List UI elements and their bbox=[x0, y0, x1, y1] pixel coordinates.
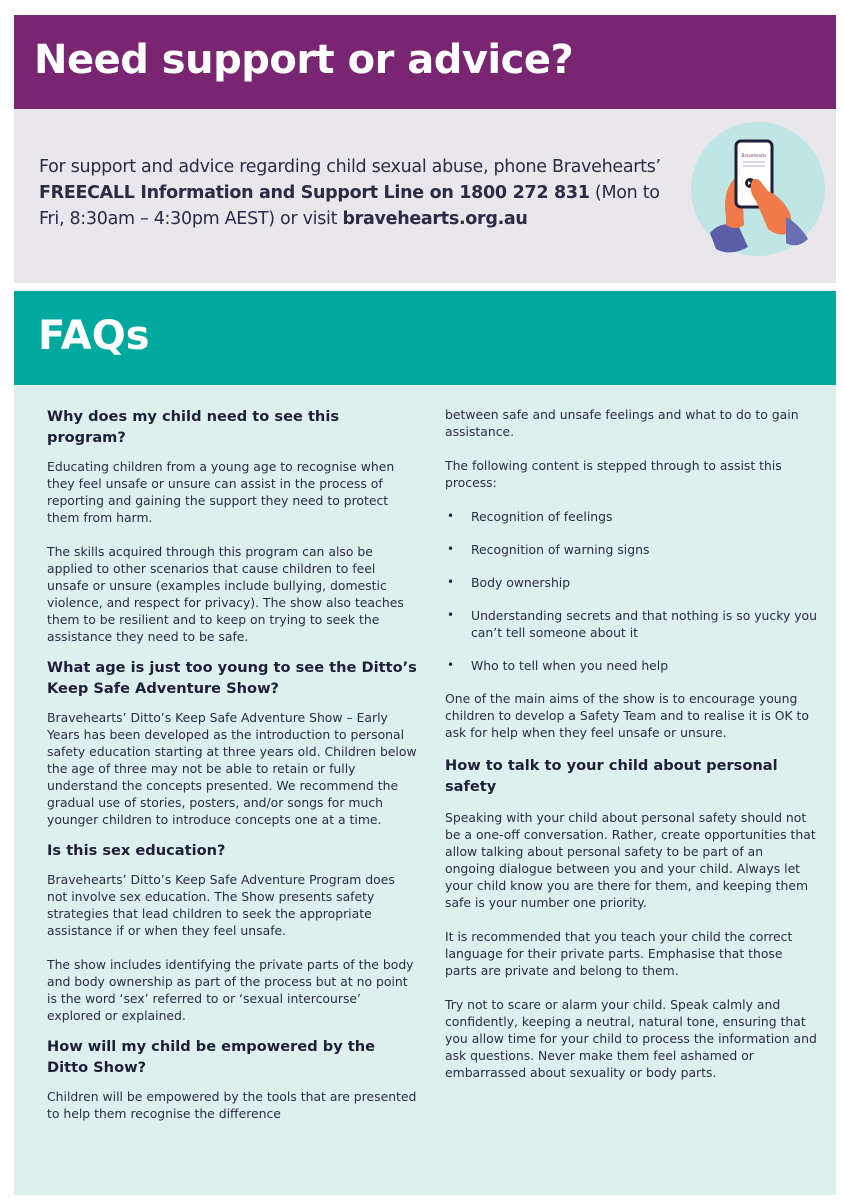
faq-question: How to talk to your child about personal safety bbox=[445, 757, 778, 795]
faq-paragraph: Bravehearts’ Ditto’s Keep Safe Adventure Show – Early Years has been developed as the introduction to personal safety education starting at three years old. Children below the age of three may not be able to retain or fully understand the concepts presented. We recommend the gradual use of stories, posters, and/or songs for much younger children to introduce concepts one at a time. bbox=[47, 710, 417, 827]
faq-question: How will my child be empowered by the Ditto Show? bbox=[47, 1038, 376, 1076]
faq-question: Why does my child need to see this program? bbox=[47, 408, 340, 446]
list-item: • Body ownership bbox=[445, 574, 817, 591]
faq-paragraph: The following content is stepped through to assist this process: bbox=[445, 458, 782, 490]
support-text bbox=[39, 154, 689, 232]
phone-screen-text: Bravehearts bbox=[741, 153, 767, 158]
faq-paragraph: Speaking with your child about personal safety should not be a one-off conversation. Rather, create opportunities that allow talking about personal safety to be part of an ongoing dialogue between you and your child. Always let your child know you are there for them, and keeping them safe is your number one priority. bbox=[445, 810, 816, 910]
faq-question: What age is just too young to see the Ditto’s Keep Safe Adventure Show? bbox=[47, 659, 417, 697]
support-phone-line: FREECALL Information and Support Line on 1800 272 831 bbox=[39, 183, 590, 203]
faq-paragraph: The skills acquired through this program can also be applied to other scenarios that cause children to feel unsafe or unsure (examples include bullying, domestic violence, and respect for privacy). The show also teaches them to be resilient and to keep on trying to seek the assistance they need to be safe. bbox=[47, 544, 404, 644]
faq-paragraph: One of the main aims of the show is to encourage young children to develop a Safety Team and to realise it is OK to ask for help when they feel unsafe or unsure. bbox=[445, 691, 809, 740]
list-item: • Recognition of warning signs bbox=[445, 541, 817, 558]
topics-list bbox=[445, 508, 817, 674]
support-banner bbox=[14, 15, 836, 109]
faq-banner bbox=[14, 291, 836, 385]
faq-paragraph: between safe and unsafe feelings and what to do to gain assistance. bbox=[445, 407, 799, 439]
list-item: • Understanding secrets and that nothing is so yucky you can’t tell someone about it bbox=[445, 607, 817, 641]
support-text-part-1: For support and advice regarding child sexual abuse, phone Bravehearts’ bbox=[39, 157, 661, 177]
faq-paragraph: It is recommended that you teach your child the correct language for their private parts. Emphasise that those parts are private and belong to them. bbox=[445, 929, 793, 978]
faq-question: Is this sex education? bbox=[47, 842, 226, 859]
faq-left-column bbox=[47, 406, 417, 1139]
faq-heading: FAQs bbox=[38, 313, 150, 359]
support-website-link[interactable]: bravehearts.org.au bbox=[342, 209, 528, 229]
support-heading: Need support or advice? bbox=[34, 37, 574, 83]
faq-paragraph: Try not to scare or alarm your child. Speak calmly and confidently, keeping a neutral, natural tone, ensuring that you allow time for your child to process the information and ask questions. Never make them feel ashamed or embarrassed about sexuality or body parts. bbox=[445, 997, 817, 1080]
faq-paragraph: Children will be empowered by the tools that are presented to help them recognise the difference bbox=[47, 1089, 417, 1121]
faq-paragraph: Educating children from a young age to recognise when they feel unsafe or unsure can assist in the process of reporting and gaining the support they need to protect them from harm. bbox=[47, 459, 395, 525]
list-item: • Who to tell when you need help bbox=[445, 657, 817, 674]
support-panel bbox=[14, 109, 836, 283]
faq-paragraph: Bravehearts’ Ditto’s Keep Safe Adventure Program does not involve sex education. The Show presents safety strategies that lead children to seek the appropriate assistance if or when they feel unsafe. bbox=[47, 872, 395, 938]
phone-in-hand-icon bbox=[690, 121, 826, 257]
list-item: • Recognition of feelings bbox=[445, 508, 817, 525]
faq-paragraph: The show includes identifying the private parts of the body and body ownership as part of the process but at no point is the word ‘sex’ referred to or ‘sexual intercourse’ explored or explained. bbox=[47, 957, 414, 1023]
support-text-part-2: (Mon to Fri, 8:30am – 4:30pm AEST) or visit bbox=[39, 183, 660, 229]
faq-right-column bbox=[445, 406, 817, 1098]
